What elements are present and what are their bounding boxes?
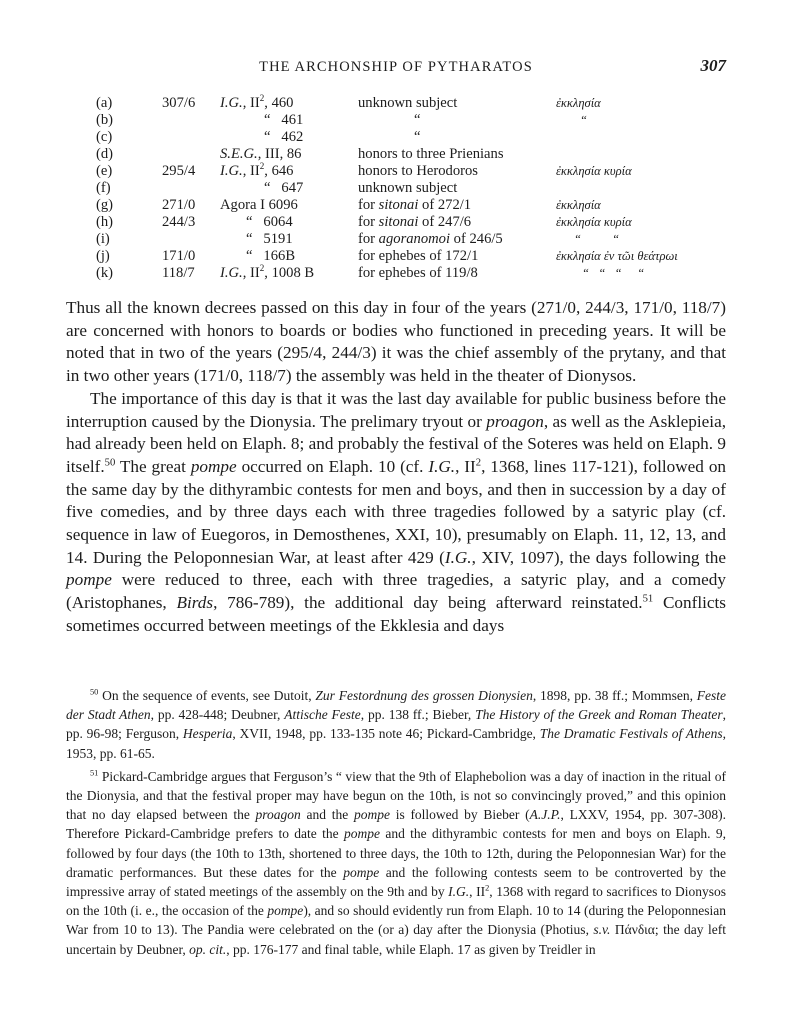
- table-cell-ref: “ 5191: [246, 231, 293, 247]
- decrees-table: [96, 95, 678, 282]
- table-cell-subject: honors to Herodoros: [358, 163, 478, 179]
- table-cell-subject: for ephebes of 172/1: [358, 248, 479, 264]
- table-cell-subject: “: [414, 129, 421, 145]
- table-row: [96, 180, 678, 197]
- table-cell-greek: ἐκκλησία ἐν τῶι θεάτρωι: [556, 249, 678, 263]
- table-row: [96, 214, 678, 231]
- table-cell-year: [162, 112, 220, 129]
- table-cell-year: 271/0: [162, 197, 196, 213]
- page-number: 307: [700, 56, 726, 75]
- table-cell-year: 171/0: [162, 248, 196, 264]
- table-cell-subject: for ephebes of 119/8: [358, 265, 478, 281]
- table-cell-greek: ἐκκλησία: [556, 96, 601, 110]
- table-cell-letter: (a): [96, 95, 113, 111]
- body-paragraph: Thus all the known decrees passed on this day in four of the years (271/0, 244/3, 171/0, 118/7) are concerned with honors to boards or bodies who functioned in preceding years. It will be noted that in two of the years (295/4, 244/3) it was the chief assembly of the prytany, and that in two other years (171/0, 118/7) the assembly was held in the theater of Dionysos.: [66, 298, 726, 386]
- table-cell-year: 118/7: [162, 265, 195, 281]
- table-cell-letter: (e): [96, 163, 113, 179]
- body-text: [66, 297, 726, 638]
- table-cell-letter: (i): [96, 231, 110, 247]
- table-cell-year: 244/3: [162, 214, 196, 230]
- table-cell-subject: for sitonai of 272/1: [358, 197, 472, 213]
- footnote-51: $^{51}$ Pickard-Cambridge argues that Ferguson’s “ view that the 9th of Elaphebolion was a day of inaction in the ritual of the Dionysia, and that the festival proper may have begun on the 10th, is not so convincingly proved,” and this opinion that no day elapsed between the proagon and the pompe is followed by Bieber (A.J.P., LXXV, 1954, pp. 307-308). Therefore Pickard-Cambridge prefers to date the pompe and the dithyrambic contests for men and boys on Elaph. 9, followed by four days (the 10th to 13th, shortened to three days, the 10th to 12th, during the Peloponnesian War) for the dramatic performances. But these dates for the pompe and the following contests seem to be controverted by the impressive array of stated meetings of the assembly on the 9th and by I.G., $II^2$, 1368 with regard to sacrifices to Dionysos on the 10th (i. e., the occasion of the pompe), and so should evidently run from Elaph. 10 to 14 (during the Peloponnesian War from 10 to 13). The Pandia were celebrated on the (or a) day after the Dionysia (Photius, s.v. Πάνδια; the day left uncertain by Deubner, op. cit., pp. 176-177 and final table, while Elaph. 17 as given by Treidler in: [66, 768, 727, 957]
- table-cell-greek: ἐκκλησία: [556, 198, 601, 212]
- table-cell-subject: honors to three Prienians: [358, 146, 504, 162]
- footnote-50: $^{50}$ On the sequence of events, see Dutoit, Zur Festordnung des grossen Dionysien, 1898, pp. 38 ff.; Mommsen, Feste der Stadt Athen, pp. 428-448; Deubner, Attische Feste, pp. 138 ff.; Bieber, The History of the Greek and Roman Theater, pp. 96-98; Ferguson, Hesperia, XVII, 1948, pp. 133-135 note 46; Pickard-Cambridge, The Dramatic Festivals of Athens, 1953, pp. 61-65.: [66, 687, 727, 761]
- table-row: [96, 163, 678, 180]
- table-cell-letter: (g): [96, 197, 114, 213]
- running-title: THE ARCHONSHIP OF PYTHARATOS: [259, 59, 533, 75]
- table-cell-ref: Agora I 6096: [220, 197, 298, 213]
- table-cell-greek: [556, 146, 678, 163]
- table-cell-ref: I.G., $II^2$, 1008 B: [220, 263, 315, 281]
- table-cell-greek: [556, 180, 678, 197]
- table-cell-year: [162, 180, 220, 197]
- table-cell-greek: “ “ “ “: [582, 266, 645, 280]
- table-cell-letter: (k): [96, 265, 114, 281]
- table-row: [96, 265, 678, 282]
- page-header: [66, 56, 726, 80]
- table-cell-year: [162, 146, 220, 163]
- table-row: [96, 95, 678, 112]
- table-cell-letter: (d): [96, 146, 114, 162]
- footnotes: [66, 686, 726, 963]
- table-cell-ref: I.G., $II^2$, 646: [220, 161, 294, 179]
- table-cell-letter: (f): [96, 180, 111, 196]
- table-cell-subject: for sitonai of 247/6: [358, 214, 472, 230]
- table-row: [96, 112, 678, 129]
- table-cell-year: [162, 231, 220, 248]
- table-cell-letter: (j): [96, 248, 110, 264]
- table-cell-letter: (c): [96, 129, 113, 145]
- table-cell-subject: “: [414, 112, 421, 128]
- table-cell-year: 295/4: [162, 163, 196, 179]
- table-cell-ref: “ 647: [264, 180, 304, 196]
- table-row: [96, 248, 678, 265]
- table-cell-subject: unknown subject: [358, 95, 458, 111]
- table-cell-greek: “ “: [574, 232, 620, 246]
- table-row: [96, 146, 678, 163]
- table-cell-letter: (b): [96, 112, 114, 128]
- table-cell-greek: “: [580, 113, 587, 127]
- table-row: [96, 231, 678, 248]
- table-cell-greek: ἐκκλησία κυρία: [556, 215, 632, 229]
- table-cell-ref: I.G., $II^2$, 460: [220, 93, 294, 111]
- table-cell-ref: S.E.G., III, 86: [220, 146, 302, 162]
- body-paragraph: The importance of this day is that it was the last day available for public business before the interruption caused by the Dionysia. The prelimary tryout or proagon, as well as the Asklepieia, had already been held on Elaph. 8; and probably the festival of the Soteres was held on Elaph. 9 itself.$^{50}$ The great pompe occurred on Elaph. 10 (cf. I.G., $II^2$, 1368, lines 117-121), followed on the same day by the dithyrambic contests for men and boys, and then in succession by a day of five comedies, and by three days each with three tragedies followed by a satyric play (cf. sequence in law of Euegoros, in Demosthenes, XXI, 10), presumably on Elaph. 11, 12, 13, and 14. During the Peloponnesian War, at least after 429 (I.G., XIV, 1097), the days following the pompe were reduced to three, each with three tragedies, a satyric play, and a comedy (Aristophanes, Birds, 786-789), the additional day being afterward reinstated.$^{51}$ Conflicts sometimes occurred between meetings of the Ekklesia and days: [66, 388, 727, 635]
- table-cell-ref: “ 6064: [246, 214, 293, 230]
- table-cell-ref: “ 462: [264, 129, 304, 145]
- table-cell-subject: unknown subject: [358, 180, 458, 196]
- table-cell-letter: (h): [96, 214, 114, 230]
- table-cell-year: 307/6: [162, 95, 196, 111]
- table-cell-year: [162, 129, 220, 146]
- table-cell-ref: “ 166B: [246, 248, 296, 264]
- table-cell-subject: for agoranomoi of 246/5: [358, 231, 503, 247]
- table-row: [96, 197, 678, 214]
- table-cell-ref: “ 461: [264, 112, 304, 128]
- table-cell-greek: [556, 129, 678, 146]
- table-cell-greek: ἐκκλησία κυρία: [556, 164, 632, 178]
- decrees-table-body: [96, 95, 678, 282]
- table-row: [96, 129, 678, 146]
